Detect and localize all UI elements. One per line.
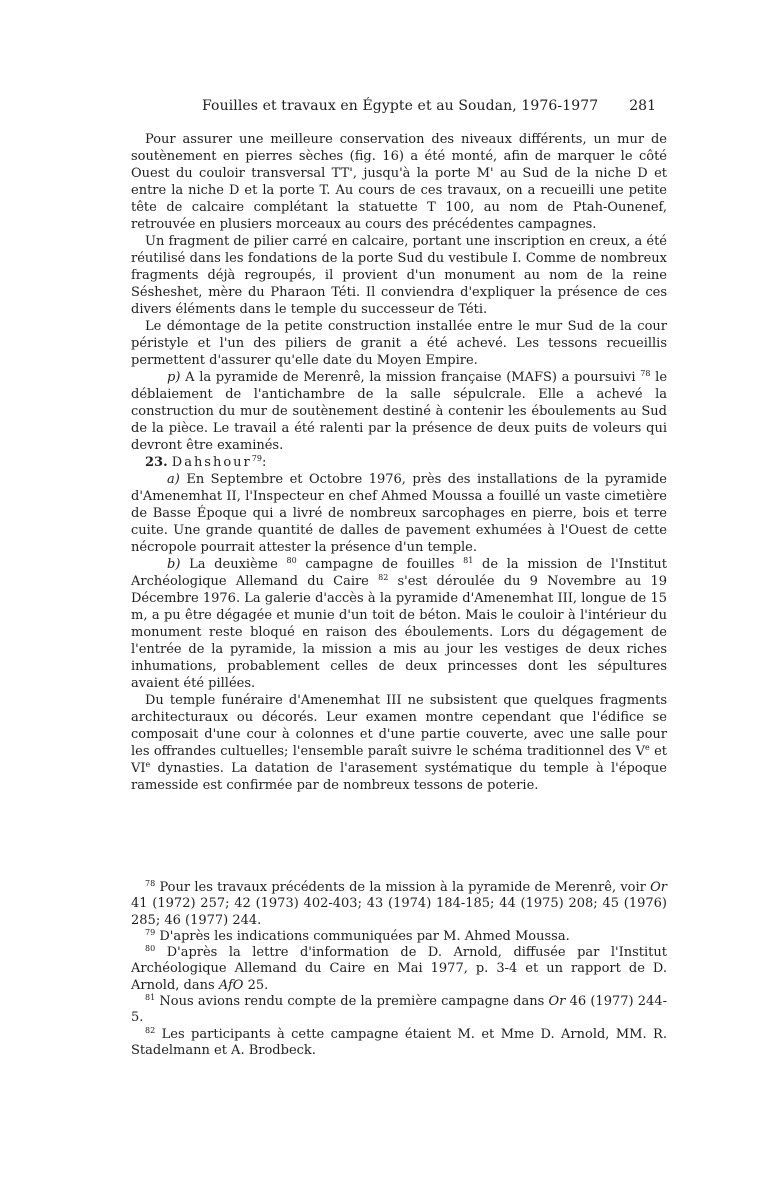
page-header [202,98,656,118]
footnote-82: $^{82}$ Les participants à cette campagne étaient M. et Mme D. Arnold, MM. R. Stadelmann et A. Brodbeck. [131,1025,667,1058]
footnote-80: $^{80}$ D'après la lettre d'information de D. Arnold, diffusée par l'Institut Archéologique Allemand du Caire en Mai 1977, p. 3-4 et un rapport de D. Arnold, dans AfO 25. [131,944,667,993]
paragraph-funerary-temple: Du temple funéraire d'Amenemhat III ne subsistent que quelques fragments architecturaux ou décorés. Leur examen montre cependant que l'édifice se composait d'une cour à colonnes et d'une partie couverte, avec une salle pour les offrandes cultuelles; l'ensemble paraît suivre le schéma traditionnel des Ve et VIe dynasties. La datation de l'arasement systématique du temple à l'époque ramesside est confirmée par de nombreux tessons de poterie. [131,693,667,793]
paragraph-retaining-wall: Pour assurer une meilleure conservation des niveaux différents, un mur de soutènement en pierres sèches (fig. 16) a été monté, afin de marquer le côté Ouest du couloir transversal TT', jusqu'à la porte M' au Sud de la niche D et entre la niche D et la porte T. Au cours de ces travaux, on a recueilli une petite tête de calcaire complétant la statuette T 100, au nom de Ptah-Ounenef, retrouvée en plusiers morceaux au cours des précédentes campagnes. [131,132,667,232]
main-text [131,131,667,794]
footnote-ref-81: 81 [463,556,474,565]
item-marker: b) [167,557,181,572]
footnote-79: $^{79}$ D'après les indications communiquées par M. Ahmed Moussa. [145,927,570,944]
footnote-81: $^{81}$ Nous avions rendu compte de la première campagne dans Or 46 (1977) 244-5. [131,993,667,1026]
footnote-78: $^{78}$ Pour les travaux précédents de la mission à la pyramide de Merenrê, voir Or 41 (1972) 257; 42 (1973) 402-403; 43 (1974) 184-185; 44 (1975) 208; 45 (1976) 285; 46 (1977) 244. [131,879,668,928]
item-marker: p) [167,370,181,385]
footnote-ref-79: 79 [251,454,262,463]
footnote-ref-78: 78 [640,369,651,378]
footnotes [131,880,667,1059]
paragraph-merenre: p) A la pyramide de Merenrê, la mission française (MAFS) a poursuivi $^{78}$ le déblaiement de l'antichambre de la salle sépulcrale. Elle a achevé la construction du mur de soutènement destiné à contenir les éboulements au Sud de la pièce. Le travail a été ralenti par la présence de deux puits de voleurs qui devront être examinés. [131,369,668,453]
paragraph-amenemhat-ii: a) En Septembre et Octobre 1976, près des installations de la pyramide d'Amenemhat II, l'Inspecteur en chef Ahmed Moussa a fouillé un vaste cimetière de Basse Époque qui a livré de nombreux sarcophages en pierre, bois et terre cuite. Une grande quantité de dalles de pavement exhumées à l'Ouest de cette nécropole pourrait attester la présence d'un temple. [131,472,667,555]
section-heading-dahshour: 23. Dahshour$^{79}$: [145,454,267,470]
footnote-ref-82: 82 [378,573,389,582]
page-number: 281 [629,98,656,114]
section-title: Dahshour [171,455,252,470]
paragraph-pillar-fragment: Un fragment de pilier carré en calcaire, portant une inscription en creux, a été réutilisé dans les fondations de la porte Sud du vestibule I. Comme de nombreux fragments déjà regroupés, il provient d'un monument au nom de la reine Sésheshet, mère du Pharaon Téti. Il conviendra d'expliquer la présence de ces divers éléments dans le temple du successeur de Téti. [131,234,667,317]
paragraph-german-mission: b) La deuxième $^{80}$ campagne de fouilles $^{81}$ de la mission de l'Institut Archéologique Allemand du Caire $^{82}$ s'est déroulée du 9 Novembre au 19 Décembre 1976. La galerie d'accès à la pyramide d'Amenemhat III, longue de 15 m, a pu être dégagée et munie d'un toit de béton. Mais le couloir à l'intérieur du monument reste bloqué en raison des éboulements. Lors du dégagement de l'entrée de la pyramide, la mission a mis au jour les vestiges de deux riches inhumations, probablement celles de deux princesses dont les sépultures avaient été pillées. [131,556,668,691]
footnote-ref-80: 80 [286,556,297,565]
paragraph-dismantling: Le démontage de la petite construction installée entre le mur Sud de la cour péristyle et l'un des piliers de granit a été achevé. Les tessons recueillis permettent d'assurer qu'elle date du Moyen Empire. [131,319,667,368]
running-title: Fouilles et travaux en Égypte et au Soudan, 1976-1977 [202,98,599,114]
section-number: 23. [145,455,168,470]
item-marker: a) [167,472,180,487]
